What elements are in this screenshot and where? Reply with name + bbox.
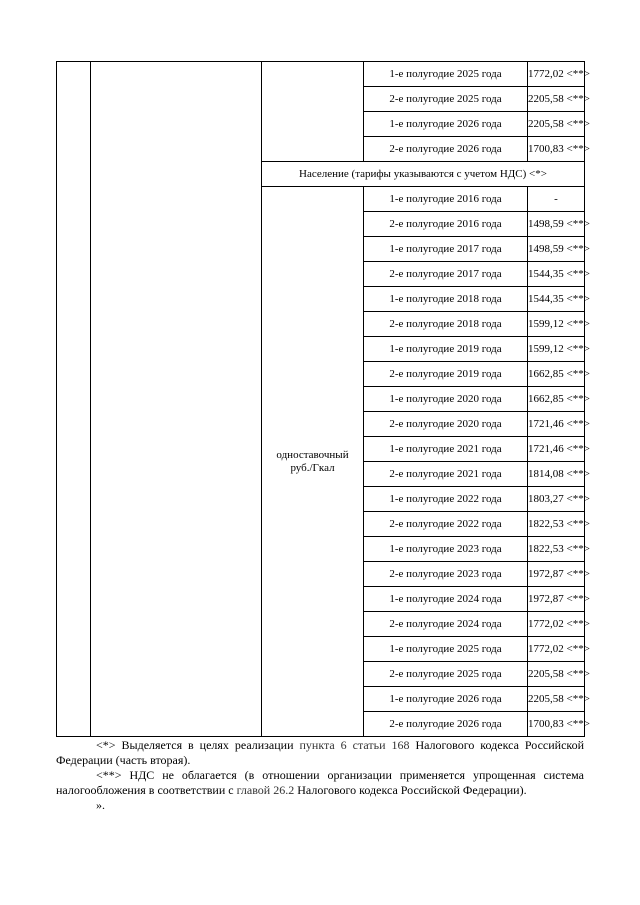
period-cell: 2-е полугодие 2026 года (364, 137, 528, 162)
footnote-mark: <**> (96, 768, 122, 782)
tariff-value-cell: 1498,59 <**> (528, 237, 585, 262)
period-cell: 1-е полугодие 2025 года (364, 637, 528, 662)
period-cell: 2-е полугодие 2025 года (364, 662, 528, 687)
period-cell: 1-е полугодие 2020 года (364, 387, 528, 412)
tariff-value-cell: 1662,85 <**> (528, 387, 585, 412)
period-cell: 1-е полугодие 2022 года (364, 487, 528, 512)
tariff-value-cell: 1972,87 <**> (528, 587, 585, 612)
period-cell: 2-е полугодие 2024 года (364, 612, 528, 637)
tariff-value-cell: 1972,87 <**> (528, 562, 585, 587)
tariff-value-cell: 1599,12 <**> (528, 312, 585, 337)
period-cell: 1-е полугодие 2024 года (364, 587, 528, 612)
tariff-value-cell: 2205,58 <**> (528, 662, 585, 687)
tariff-value-cell: 1700,83 <**> (528, 137, 585, 162)
period-cell: 2-е полугодие 2023 года (364, 562, 528, 587)
tariff-value-cell: 1498,59 <**> (528, 212, 585, 237)
tariff-value-cell: 2205,58 <**> (528, 112, 585, 137)
tariff-value-cell: 1721,46 <**> (528, 412, 585, 437)
tariff-value-cell: 1772,02 <**> (528, 62, 585, 87)
period-cell: 2-е полугодие 2020 года (364, 412, 528, 437)
tariff-type-label: одноставочный (276, 448, 349, 461)
footnote-vat-exempt (56, 768, 584, 798)
organization-cell (91, 62, 262, 737)
group-header-cell: Население (тарифы указываются с учетом НДС) <*> (262, 162, 585, 187)
period-cell: 2-е полугодие 2017 года (364, 262, 528, 287)
footnote-vat-included (56, 738, 584, 768)
tariff-value-cell: 1700,83 <**> (528, 712, 585, 737)
tariff-table (56, 61, 590, 737)
unit-cell (262, 62, 364, 162)
period-cell: 1-е полугодие 2025 года (364, 62, 528, 87)
period-cell: 2-е полугодие 2025 года (364, 87, 528, 112)
period-cell: 1-е полугодие 2021 года (364, 437, 528, 462)
tariff-value-cell: 1544,35 <**> (528, 287, 585, 312)
period-cell: 1-е полугодие 2026 года (364, 112, 528, 137)
tariff-value-cell: 1814,08 <**> (528, 462, 585, 487)
period-cell: 2-е полугодие 2021 года (364, 462, 528, 487)
period-cell: 1-е полугодие 2023 года (364, 537, 528, 562)
footnote-text: Налогового кодекса Российской Федерации). (297, 783, 527, 797)
period-cell: 1-е полугодие 2018 года (364, 287, 528, 312)
period-cell: 1-е полугодие 2019 года (364, 337, 528, 362)
tariff-value-cell: 1822,53 <**> (528, 537, 585, 562)
tariff-table-body (57, 62, 590, 737)
row-number-cell (57, 62, 91, 737)
law-reference-link[interactable]: главой 26.2 (236, 783, 295, 797)
closing-quote: ». (96, 798, 105, 812)
footnotes (56, 738, 584, 813)
period-cell: 2-е полугодие 2016 года (364, 212, 528, 237)
tariff-unit-label: руб./Гкал (290, 461, 335, 474)
period-cell: 1-е полугодие 2016 года (364, 187, 528, 212)
footnote-mark: <*> (96, 738, 116, 752)
period-cell: 2-е полугодие 2022 года (364, 512, 528, 537)
tariff-value-cell: 1662,85 <**> (528, 362, 585, 387)
tariff-value-cell: 1772,02 <**> (528, 637, 585, 662)
tariff-value-cell: 1803,27 <**> (528, 487, 585, 512)
footnote-text: Выделяется в целях реализации (121, 738, 294, 752)
tariff-value-cell: 1822,53 <**> (528, 512, 585, 537)
table-row (57, 62, 585, 87)
period-cell: 2-е полугодие 2018 года (364, 312, 528, 337)
tariff-value-cell: 1544,35 <**> (528, 262, 585, 287)
footnote-text: НДС не облагается (в отношении организации применяется упрощенная система налогообложения в соответствии с (56, 768, 585, 797)
footnote-text: Налогового кодекса Российской Федерации (часть вторая). (56, 738, 585, 767)
tariff-value-cell: 1599,12 <**> (528, 337, 585, 362)
tariff-value-cell: 1721,46 <**> (528, 437, 585, 462)
period-cell: 1-е полугодие 2026 года (364, 687, 528, 712)
period-cell: 2-е полугодие 2026 года (364, 712, 528, 737)
law-reference-link[interactable]: пункта 6 статьи 168 (299, 738, 410, 752)
tariff-value-cell: 1772,02 <**> (528, 612, 585, 637)
tariff-unit-cell (262, 187, 364, 737)
tariff-value-cell: 2205,58 <**> (528, 87, 585, 112)
period-cell: 2-е полугодие 2019 года (364, 362, 528, 387)
tariff-value-cell: 2205,58 <**> (528, 687, 585, 712)
period-cell: 1-е полугодие 2017 года (364, 237, 528, 262)
tariff-value-cell: - (528, 187, 585, 212)
